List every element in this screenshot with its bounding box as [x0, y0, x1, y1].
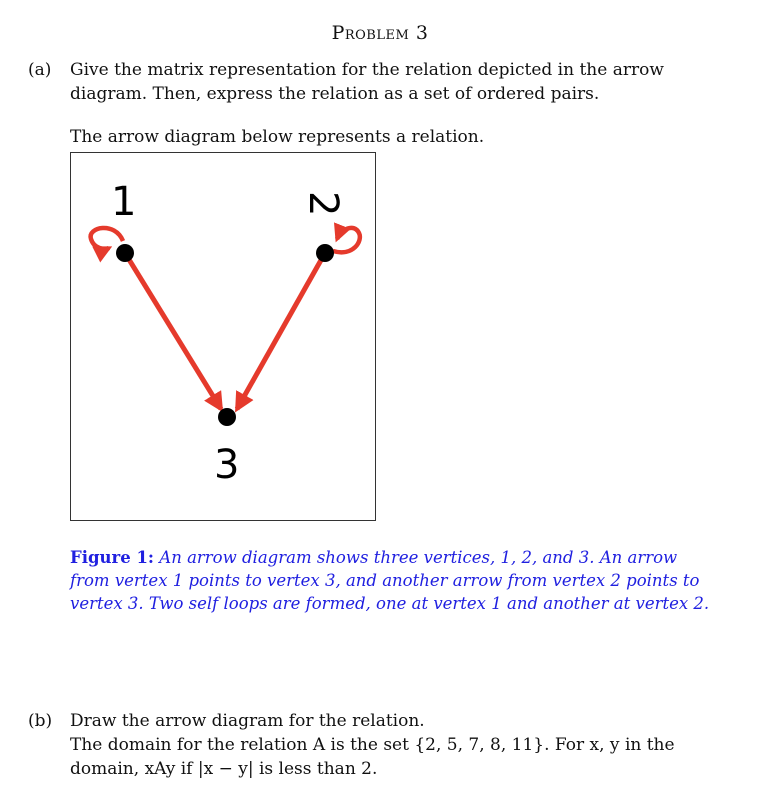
part-a	[28, 58, 728, 106]
part-b-label: (b)	[28, 711, 53, 731]
figure-caption-label: Figure 1:	[70, 548, 155, 567]
edge-2-to-3	[237, 253, 325, 409]
page-title-text: Problem 3	[331, 22, 429, 44]
part-b-line2: The domain for the relation A is the set {2, 5, 7, 8, 11}. For x, y in the domain, xAy if |x − y| is less than 2.	[70, 735, 675, 779]
part-b-line1: Draw the arrow diagram for the relation.	[70, 711, 425, 731]
vertex-1	[116, 244, 134, 262]
figure-caption-text: An arrow diagram shows three vertices, 1, 2, and 3. An arrow from vertex 1 points to vertex 3, and another arrow from vertex 2 points to vertex 3. Two self loops are formed, one at vertex 1 and another at vertex 2.	[70, 548, 710, 613]
vertex-2	[316, 244, 334, 262]
page-title	[0, 22, 760, 44]
diagram-intro: The arrow diagram below represents a relation.	[70, 127, 485, 147]
self-loop-1	[91, 228, 123, 249]
part-a-label: (a)	[28, 60, 52, 80]
edge-1-to-3	[125, 253, 221, 409]
vertex-3	[218, 408, 236, 426]
part-a-text: Give the matrix representation for the relation depicted in the arrow diagram. Then, express the relation as a set of ordered pairs.	[70, 60, 664, 104]
vertex-1-label: 1	[111, 179, 137, 225]
arrow-diagram	[71, 153, 377, 522]
figure-caption	[70, 546, 710, 615]
part-b	[28, 709, 728, 781]
self-loop-2	[333, 228, 360, 252]
vertex-2-label: 2	[300, 191, 346, 217]
arrow-diagram-figure	[70, 152, 376, 521]
vertex-3-label: 3	[214, 442, 240, 488]
